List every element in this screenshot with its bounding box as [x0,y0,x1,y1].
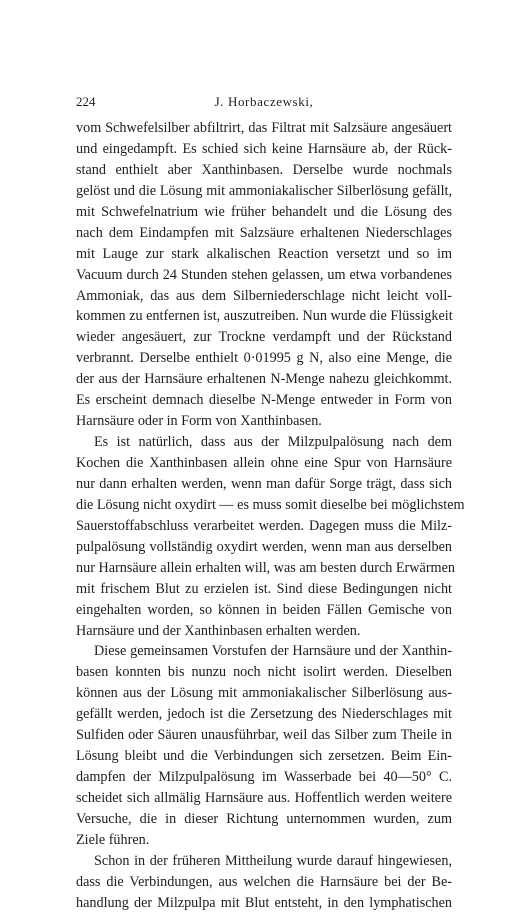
text-line: stand enthielt aber Xanthinbasen. Derselbe wurde nochmals [76,161,452,178]
text-line: Versuche, die in dieser Richtung unternommen wurden, zum [76,810,452,827]
text-line: gelöst und die Lösung mit ammoniakalischer Silberlösung gefällt, [76,182,452,199]
text-line: Harnsäure und der Xanthinbasen erhalten werden. [76,622,361,639]
text-line: Es ist natürlich, dass aus der Milzpulpalösung nach dem [94,434,452,451]
text-line: der aus der Harnsäure erhaltenen N-Menge nahezu gleichkommt. [76,371,452,388]
text-line: Es erscheint demnach dieselbe N-Menge entweder in Form von [76,392,452,409]
text-line: können aus der Lösung mit ammoniakalischer Silberlösung aus- [76,685,452,702]
text-line: Schon in der früheren Mittheilung wurde darauf hingewiesen, [94,852,452,869]
text-line: Sauerstoffabschluss verarbeitet werden. Dagegen muss die Milz- [76,517,452,534]
text-line: mit frischem Blut zu erzielen ist. Sind diese Bedingungen nicht [76,580,452,597]
page-number: 224 [76,94,96,109]
text-line: eingehalten worden, so können in beiden Fällen Gemische von [76,601,452,618]
text-line: die Lösung nicht oxydirt — es muss somit dieselbe bei möglichstem [76,496,465,513]
body-text [76,118,465,914]
text-line: Ammoniak, das aus dem Silberniederschlage nicht leicht voll- [76,287,452,304]
text-line: handlung der Milzpulpa mit Blut entsteht, in den lymphatischen [76,894,452,911]
text-line: mit Schwefelnatrium wie früher behandelt und die Lösung des [76,203,452,220]
text-line: Sulfiden oder Säuren unausführbar, weil das Silber zum Theile in [76,727,452,744]
text-line: nur dann erhalten werden, wenn man dafür Sorge trägt, dass sich [76,475,452,492]
text-line: dass die Verbindungen, aus welchen die Harnsäure bei der Be- [76,873,452,890]
text-line: nach dem Eindampfen mit Salzsäure erhaltenen Niederschlages [76,224,452,241]
text-line: scheidet sich allmälig Harnsäure aus. Hoffentlich werden weitere [76,790,452,806]
text-line: Ziele führen. [76,831,150,848]
page-header [76,94,452,112]
text-line: Diese gemeinsamen Vorstufen der Harnsäure und der Xanthin- [94,643,452,660]
text-line: nur Harnsäure allein erhalten will, was am besten durch Erwärmen [76,559,455,576]
text-line: und eingedampft. Es schied sich keine Harnsäure ab, der Rück- [76,140,452,157]
text-line: pulpalösung vollständig oxydirt werden, wenn man aus derselben [76,538,452,555]
text-line: Lösung bleibt und die Verbindungen sich zersetzen. Beim Ein- [76,748,452,765]
text-line: Kochen die Xanthinbasen allein ohne eine Spur von Harnsäure [76,455,452,471]
text-line: dampfen der Milzpulpalösung im Wasserbade bei 40—50° C. [76,769,452,786]
text-line: verbrannt. Derselbe enthielt 0·01995 g N, also eine Menge, die [76,350,452,367]
text-line: wieder angesäuert, zur Trockne verdampft und der Rückstand [76,329,452,346]
text-line: basen konnten bis nunzu noch nicht isolirt werden. Dieselben [76,664,452,681]
text-line: vom Schwefelsilber abfiltrirt, das Filtrat mit Salzsäure angesäuert [76,120,452,136]
text-line: gefällt werden, jedoch ist die Zersetzung des Niederschlages mit [76,706,452,723]
text-line: mit Lauge zur stark alkalischen Reaction versetzt und so im [76,245,452,262]
text-line: Harnsäure oder in Form von Xanthinbasen. [76,413,322,430]
running-head: J. Horbaczewski, [214,94,314,109]
text-line: Vacuum durch 24 Stunden stehen gelassen, um etwa vorbandenes [76,266,452,283]
text-line: kommen zu entfernen ist, auszutreiben. Nun wurde die Flüssigkeit [76,308,453,325]
